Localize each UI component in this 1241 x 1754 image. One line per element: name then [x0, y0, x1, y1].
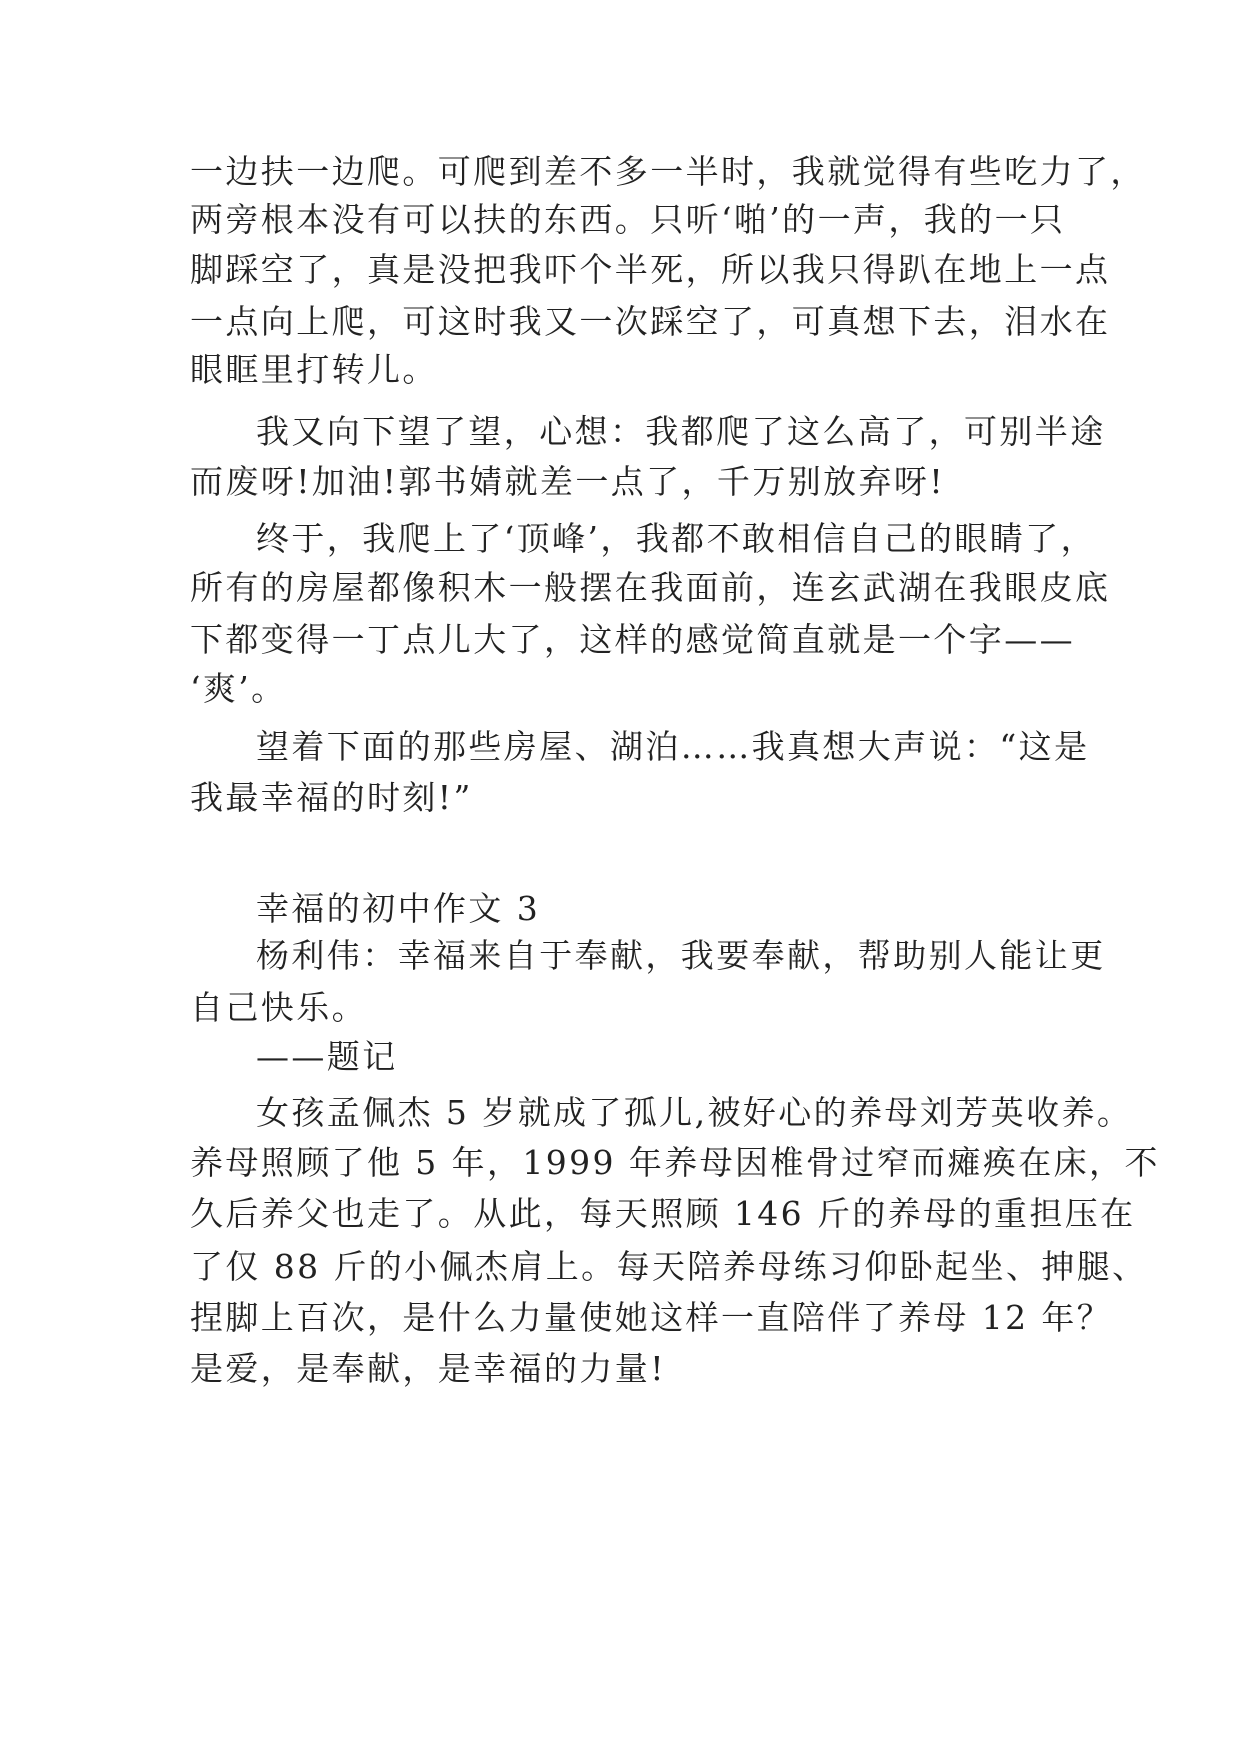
body-text-line: 一点向上爬，可这时我又一次踩空了，可真想下去，泪水在 [190, 302, 1111, 341]
body-text-line: ‘爽’。 [190, 669, 287, 708]
paragraph-first-line: 杨利伟：幸福来自于奉献，我要奉献，帮助别人能让更 [256, 936, 1106, 975]
epigraph-attribution: ——题记 [256, 1037, 398, 1076]
body-text-line: 下都变得一丁点儿大了，这样的感觉简直就是一个字—— [190, 620, 1075, 659]
body-text-line: 而废呀!加油!郭书婧就差一点了，千万别放弃呀! [190, 462, 945, 501]
body-text-line: 久后养父也走了。从此，每天照顾 146 斤的养母的重担压在 [190, 1194, 1136, 1233]
body-text-line: 所有的房屋都像积木一般摆在我面前，连玄武湖在我眼皮底 [190, 568, 1111, 607]
section-heading: 幸福的初中作文 3 [256, 889, 541, 928]
paragraph-first-line: 女孩孟佩杰 5 岁就成了孤儿,被好心的养母刘芳英收养。 [256, 1093, 1133, 1132]
paragraph-first-line: 终于，我爬上了‘顶峰’，我都不敢相信自己的眼睛了， [256, 519, 1096, 558]
body-text-line: 捏脚上百次，是什么力量使她这样一直陪伴了养母 12 年？ [190, 1298, 1113, 1337]
body-text-line: 脚踩空了，真是没把我吓个半死，所以我只得趴在地上一点 [190, 250, 1111, 289]
paragraph-first-line: 我又向下望了望，心想：我都爬了这么高了，可别半途 [256, 412, 1106, 451]
body-text-line: 我最幸福的时刻!” [190, 778, 473, 817]
body-text-line: 养母照顾了他 5 年，1999 年养母因椎骨过窄而瘫痪在床，不 [190, 1143, 1160, 1182]
body-text-line: 一边扶一边爬。可爬到差不多一半时，我就觉得有些吃力了， [190, 152, 1146, 191]
body-text-line: 是爱，是奉献，是幸福的力量! [190, 1349, 666, 1388]
paragraph-first-line: 望着下面的那些房屋、湖泊……我真想大声说：“这是 [256, 727, 1090, 766]
body-text-line: 了仅 88 斤的小佩杰肩上。每天陪养母练习仰卧起坐、抻腿、 [190, 1247, 1148, 1286]
body-text-line: 自己快乐。 [190, 988, 367, 1027]
body-text-line: 两旁根本没有可以扶的东西。只听‘啪’的一声，我的一只 [190, 200, 1066, 239]
body-text-line: 眼眶里打转儿。 [190, 350, 438, 389]
